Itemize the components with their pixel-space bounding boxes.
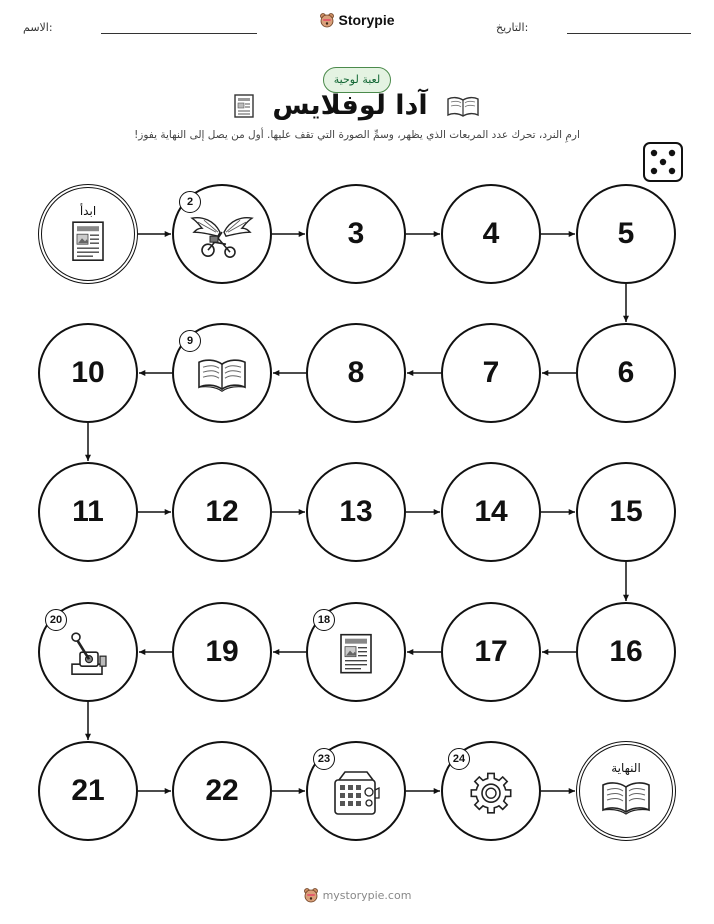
- cell-number: 12: [205, 495, 239, 528]
- cell-number: 10: [71, 356, 105, 389]
- newspaper-icon: [71, 220, 105, 266]
- board-cell-8: [306, 323, 406, 423]
- cell-number-badge: 20: [45, 609, 67, 631]
- cell-number: 22: [205, 774, 239, 807]
- cell-number: 8: [347, 356, 365, 389]
- page-title: آدا لوفلايس: [272, 90, 428, 121]
- arrow-head: [139, 649, 145, 655]
- cell-number: 14: [474, 495, 508, 528]
- arrow-head: [434, 509, 440, 515]
- brand-logo: Storypie: [0, 12, 714, 31]
- arrow-head: [299, 231, 305, 237]
- board-cell-3: [306, 184, 406, 284]
- arrow-head: [407, 649, 413, 655]
- board-cell-22: [172, 741, 272, 841]
- board-cell-19: [172, 602, 272, 702]
- cell-number: 16: [609, 635, 643, 668]
- open-book-icon: [600, 779, 652, 819]
- arrow-head: [85, 455, 91, 461]
- board-cell-1: [38, 184, 138, 284]
- cell-number-badge: 9: [179, 330, 201, 352]
- gear-icon: [467, 769, 515, 821]
- bear-icon: [303, 887, 319, 903]
- cell-number: 19: [205, 635, 239, 668]
- cell-number: 4: [482, 217, 500, 250]
- calculator-machine-icon: [331, 770, 381, 820]
- arrow-head: [165, 788, 171, 794]
- board-cell-14: [441, 462, 541, 562]
- board-cell-16: [576, 602, 676, 702]
- arrow-head: [273, 649, 279, 655]
- name-line: [101, 33, 257, 34]
- cell-number: 17: [474, 635, 508, 668]
- newspaper-icon: [234, 94, 254, 118]
- arrow-head: [139, 370, 145, 376]
- arrow-head: [407, 370, 413, 376]
- date-line: [567, 33, 691, 34]
- arrow-head: [273, 370, 279, 376]
- dice-icon: [643, 142, 683, 182]
- newspaper-icon: [339, 633, 373, 679]
- date-label: التاريخ:: [496, 21, 529, 34]
- arrow-head: [299, 509, 305, 515]
- cell-number: 5: [617, 217, 635, 250]
- winged-bicycle-icon: [190, 212, 254, 264]
- cell-number: 3: [347, 217, 365, 250]
- board-cell-4: [441, 184, 541, 284]
- board-cell-21: [38, 741, 138, 841]
- footer-url[interactable]: mystorypie.com: [322, 888, 412, 902]
- footer: [0, 887, 714, 906]
- cell-number-badge: 24: [448, 748, 470, 770]
- board-cell-25: [576, 741, 676, 841]
- open-book-icon: [196, 356, 248, 396]
- arrow-head: [569, 509, 575, 515]
- cell-number-badge: 2: [179, 191, 201, 213]
- cell-number-badge: 18: [313, 609, 335, 631]
- cell-number: 11: [72, 495, 104, 528]
- arrow-head: [434, 788, 440, 794]
- arrow-head: [542, 649, 548, 655]
- cell-number: 21: [71, 774, 105, 807]
- arrow-head: [623, 595, 629, 601]
- arrow-head: [434, 231, 440, 237]
- title-row: [0, 90, 714, 125]
- lever-icon: [66, 630, 110, 682]
- arrow-head: [299, 788, 305, 794]
- arrow-head: [569, 788, 575, 794]
- board-cell-15: [576, 462, 676, 562]
- bear-icon: [319, 12, 335, 28]
- board-cell-13: [306, 462, 406, 562]
- arrow-head: [165, 509, 171, 515]
- cell-number-badge: 23: [313, 748, 335, 770]
- cell-number: 15: [609, 495, 643, 528]
- board-game-badge: لعبة لوحية: [323, 67, 391, 93]
- cell-number: 13: [339, 495, 373, 528]
- board-cell-10: [38, 323, 138, 423]
- arrow-head: [85, 734, 91, 740]
- arrow-head: [569, 231, 575, 237]
- arrow-head: [623, 316, 629, 322]
- board-cell-11: [38, 462, 138, 562]
- cell-number: 7: [482, 356, 500, 389]
- instructions: ارمِ النرد، تحرك عدد المربعات الذي يظهر، وسمِّ الصورة التي تقف عليها. أول من يصل إلى النهاية يفوز!: [134, 129, 580, 141]
- cell-number: 6: [617, 356, 635, 389]
- board-cell-6: [576, 323, 676, 423]
- arrow-head: [165, 231, 171, 237]
- start-label: ابدأ: [79, 204, 97, 218]
- arrow-head: [542, 370, 548, 376]
- finish-label: النهاية: [611, 761, 641, 775]
- board-cell-5: [576, 184, 676, 284]
- board-cell-12: [172, 462, 272, 562]
- board-cell-17: [441, 602, 541, 702]
- board-cell-7: [441, 323, 541, 423]
- open-book-icon: [446, 94, 480, 118]
- name-label: الاسم:: [23, 21, 53, 34]
